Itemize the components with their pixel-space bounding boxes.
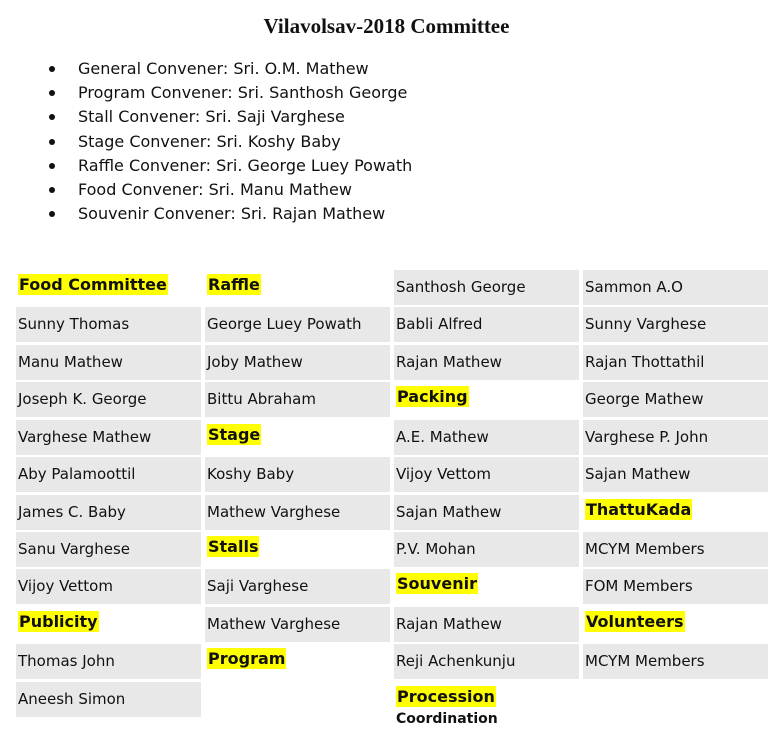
section-heading [583, 495, 768, 525]
member-name: Sunny Thomas [16, 307, 201, 342]
section-heading-label: ThattuKada [586, 500, 692, 519]
member-name: Sajan Mathew [394, 495, 579, 530]
member-name: MCYM Members [583, 532, 768, 567]
member-name: Rajan Mathew [394, 345, 579, 380]
section-heading-label: Stage [208, 425, 261, 444]
member-name: Joby Mathew [205, 345, 390, 380]
section-heading [205, 644, 390, 674]
section-heading-label: Program [208, 649, 286, 668]
member-name: Vijoy Vettom [394, 457, 579, 492]
member-name: Sunny Varghese [583, 307, 768, 342]
convener-item: Raffle Convener: Sri. George Luey Powath [46, 154, 412, 178]
convener-item: Food Convener: Sri. Manu Mathew [46, 178, 412, 202]
section-heading [583, 607, 768, 637]
convener-item: Souvenir Convener: Sri. Rajan Mathew [46, 202, 412, 226]
member-name: FOM Members [583, 569, 768, 604]
section-heading [394, 569, 579, 599]
member-name: Rajan Thottathil [583, 345, 768, 380]
section-heading-label: Packing [397, 387, 468, 406]
convener-list [46, 57, 412, 226]
convener-item: Stall Convener: Sri. Saji Varghese [46, 105, 412, 129]
member-name: Varghese Mathew [16, 420, 201, 455]
member-name: Sammon A.O [583, 270, 768, 305]
section-heading-label: Procession [397, 687, 495, 706]
section-heading [205, 532, 390, 562]
section-heading-label: Publicity [19, 612, 98, 631]
page-title: Vilavolsav-2018 Committee [263, 14, 510, 38]
section-heading-label: Volunteers [586, 612, 684, 631]
member-name: Koshy Baby [205, 457, 390, 492]
member-name: Rajan Mathew [394, 607, 579, 642]
member-name: Santhosh George [394, 270, 579, 305]
member-name: Varghese P. John [583, 420, 768, 455]
member-name: Aneesh Simon [16, 682, 201, 717]
member-name: James C. Baby [16, 495, 201, 530]
member-name: P.V. Mohan [394, 532, 579, 567]
member-name: A.E. Mathew [394, 420, 579, 455]
member-name: George Luey Powath [205, 307, 390, 342]
convener-item: General Convener: Sri. O.M. Mathew [46, 57, 412, 81]
member-name: Sajan Mathew [583, 457, 768, 492]
convener-item: Stage Convener: Sri. Koshy Baby [46, 130, 412, 154]
section-heading [16, 270, 201, 300]
member-name: Bittu Abraham [205, 382, 390, 417]
member-name: Thomas John [16, 644, 201, 679]
member-name: Babli Alfred [394, 307, 579, 342]
section-heading-label: Souvenir [397, 574, 477, 593]
member-name: Joseph K. George [16, 382, 201, 417]
member-name: Mathew Varghese [205, 607, 390, 642]
section-heading-label: Food Committee [19, 275, 167, 294]
section-heading-label: Raffle [208, 275, 260, 294]
member-name: Manu Mathew [16, 345, 201, 380]
member-name: MCYM Members [583, 644, 768, 679]
member-name: George Mathew [583, 382, 768, 417]
member-name: Sanu Varghese [16, 532, 201, 567]
member-name: Reji Achenkunju [394, 644, 579, 679]
procession-subheading: Coordination [396, 711, 498, 727]
member-name: Aby Palamoottil [16, 457, 201, 492]
section-heading [205, 420, 390, 450]
section-heading [205, 270, 390, 300]
section-heading [394, 382, 579, 412]
member-name: Saji Varghese [205, 569, 390, 604]
section-heading-label: Stalls [208, 537, 259, 556]
section-heading [16, 607, 201, 637]
member-name: Mathew Varghese [205, 495, 390, 530]
convener-item: Program Convener: Sri. Santhosh George [46, 81, 412, 105]
section-heading [394, 682, 579, 712]
member-name: Vijoy Vettom [16, 569, 201, 604]
